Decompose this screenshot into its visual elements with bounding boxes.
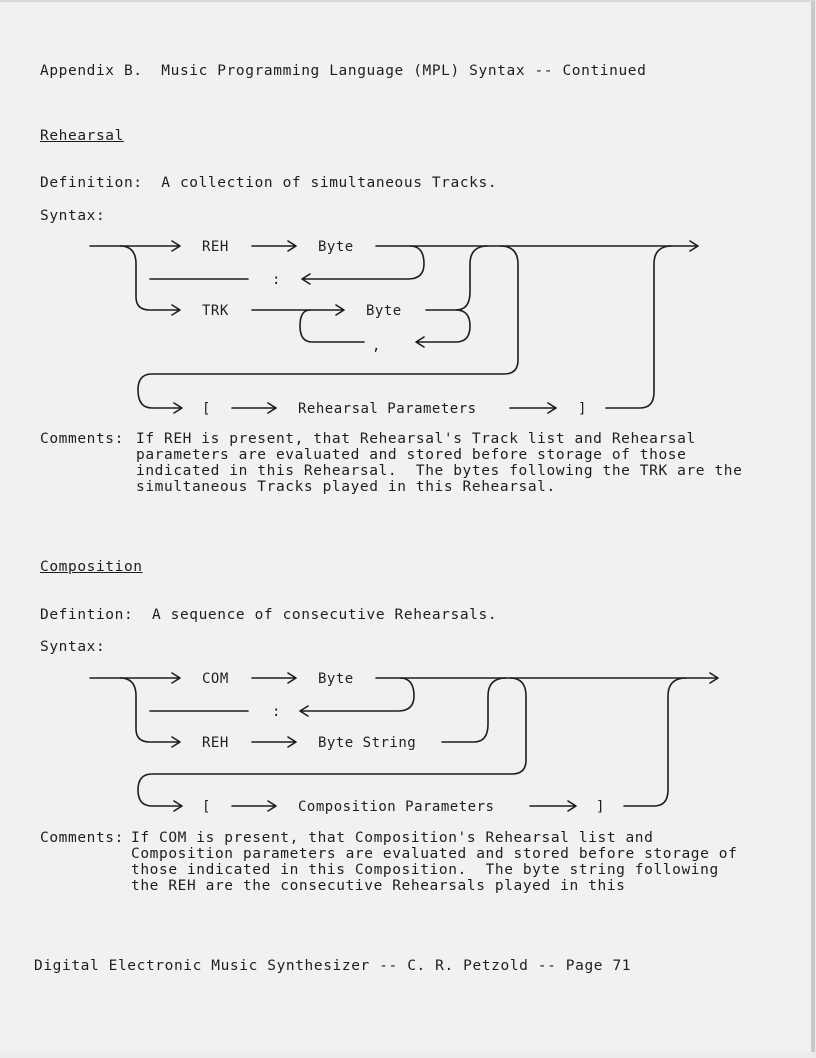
composition-comment-line: those indicated in this Composition. The byte string following xyxy=(131,862,719,878)
diagram-trk-label: TRK xyxy=(202,303,229,319)
composition-comments-label: Comments: xyxy=(40,830,124,846)
rehearsal-comment-line: parameters are evaluated and stored before storage of those xyxy=(136,447,687,463)
composition-comment-line: Composition parameters are evaluated and stored before storage of xyxy=(131,846,738,862)
diagram-byte-string-label: Byte String xyxy=(318,735,417,751)
diagram-rbracket: ] xyxy=(578,401,587,417)
rehearsal-heading: Rehearsal xyxy=(40,128,124,144)
diagram-byte-label-2: Byte xyxy=(366,303,402,319)
diagram-colon: : xyxy=(272,704,281,720)
diagram-lbracket: [ xyxy=(202,401,211,417)
composition-heading: Composition xyxy=(40,559,143,575)
diagram-params: Rehearsal Parameters xyxy=(298,401,477,417)
diagram-colon: : xyxy=(272,272,281,288)
composition-comment-line: the REH are the consecutive Rehearsals played in this xyxy=(131,878,626,894)
diagram-com-label: COM xyxy=(202,671,229,687)
page-footer: Digital Electronic Music Synthesizer -- C. R. Petzold -- Page 71 xyxy=(34,958,632,974)
rehearsal-comment-line: If REH is present, that Rehearsal's Track list and Rehearsal xyxy=(136,431,696,447)
rehearsal-comment-line: indicated in this Rehearsal. The bytes following the TRK are the xyxy=(136,463,743,479)
diagram-byte-label: Byte xyxy=(318,671,354,687)
diagram-lbracket: [ xyxy=(202,799,211,815)
composition-comment-line: If COM is present, that Composition's Rehearsal list and xyxy=(131,830,654,846)
rehearsal-comment-line: simultaneous Tracks played in this Rehearsal. xyxy=(136,479,556,495)
rehearsal-definition: Definition: A collection of simultaneous Tracks. xyxy=(40,175,498,191)
composition-syntax-label: Syntax: xyxy=(40,639,106,655)
diagram-comma: , xyxy=(372,338,381,354)
diagram-rbracket: ] xyxy=(596,799,605,815)
diagram-reh-label: REH xyxy=(202,735,229,751)
composition-syntax-diagram xyxy=(0,2,816,1058)
composition-definition: Defintion: A sequence of consecutive Rehearsals. xyxy=(40,607,498,623)
rehearsal-comments-label: Comments: xyxy=(40,431,124,447)
diagram-reh-label: REH xyxy=(202,239,229,255)
rehearsal-syntax-label: Syntax: xyxy=(40,208,106,224)
diagram-params: Composition Parameters xyxy=(298,799,495,815)
page-header: Appendix B. Music Programming Language (MPL) Syntax -- Continued xyxy=(40,63,647,79)
diagram-byte-label: Byte xyxy=(318,239,354,255)
